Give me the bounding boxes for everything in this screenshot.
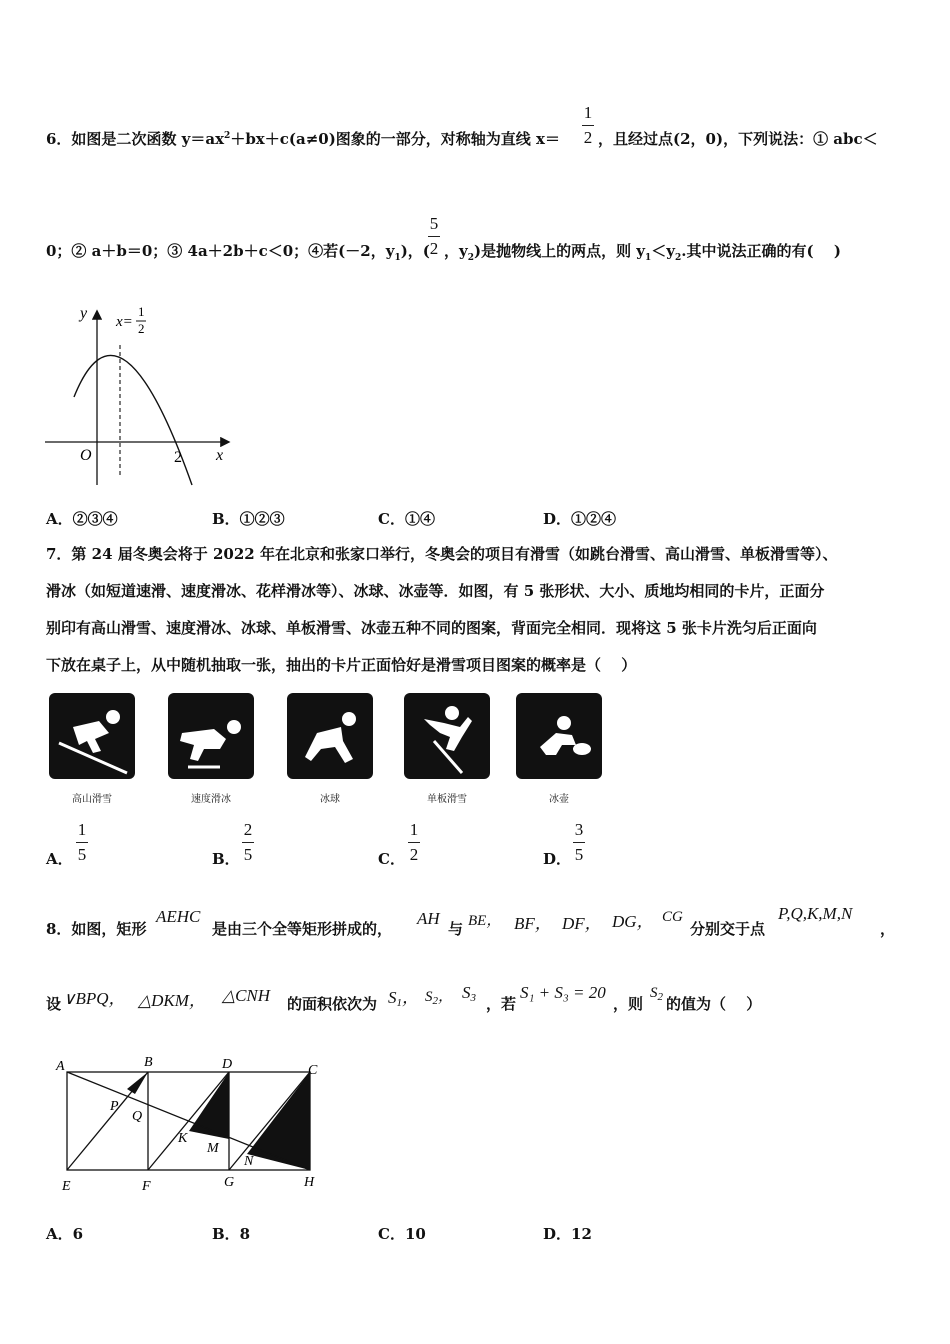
card-label-speed: 速度滑冰 <box>191 794 231 805</box>
label-n: N <box>244 1154 254 1169</box>
q6-text: 0；② a＋b＝0；③ 4a＋2b＋c＜0；④若(－2，y <box>46 242 395 260</box>
q8-ask: 的值为（ ） <box>666 995 762 1013</box>
label-c: C <box>308 1063 318 1078</box>
y-label: y <box>80 305 88 322</box>
q8-then: ，则 <box>613 995 644 1013</box>
alpine-skiing-icon <box>49 693 135 779</box>
s-label: S <box>650 985 658 1001</box>
q7-line-4: 下放在桌子上，从中随机抽取一张，抽出的卡片正面恰好是滑雪项目图案的概率是（ ） <box>46 656 637 674</box>
ice-hockey-icon <box>287 693 373 779</box>
q8-s3 <box>462 983 476 1004</box>
q7-option-d-fraction <box>573 820 585 865</box>
q6-sub: 2 <box>467 253 474 263</box>
q6-line1-tail <box>598 128 878 149</box>
q6-sub: 2 <box>675 253 682 263</box>
s-index: 2 <box>657 991 663 1003</box>
card-label-alpine: 高山滑雪 <box>72 794 112 805</box>
option-label: B． <box>212 850 240 868</box>
q7-option-a-fraction <box>76 820 88 865</box>
frac-den: 5 <box>77 845 87 864</box>
seg-label: DG <box>612 912 637 931</box>
axis-eq-label: x= <box>116 314 133 330</box>
q8-tri-bpq: ∨BPQ， <box>63 989 126 1008</box>
q6-parabola-graph <box>40 300 240 490</box>
frac-den: 5 <box>243 845 253 864</box>
label-h: H <box>304 1175 315 1190</box>
q8-intersect: 分别交于点 <box>690 920 766 938</box>
frac-num: 5 <box>429 214 439 233</box>
s-label: S <box>462 983 471 1002</box>
q8-tri-dkm: △DKM， <box>138 991 206 1010</box>
label-e: E <box>62 1179 71 1194</box>
s-label: S <box>388 988 397 1007</box>
frac-num: 3 <box>574 820 584 839</box>
q8-option-d[interactable]: D．12 <box>543 1225 592 1243</box>
label-p: P <box>110 1099 119 1114</box>
q8-rectangle-figure <box>50 1052 340 1200</box>
q6-text: )，( <box>400 242 430 260</box>
q8-if: ，若 <box>486 995 517 1013</box>
q8-seg-cg: CG <box>662 909 683 925</box>
q6-sup: 2 <box>224 131 231 141</box>
q8-tri-cnh: △CNH <box>222 986 271 1005</box>
q6-sub: 1 <box>394 253 401 263</box>
tri-label: △DKM <box>138 991 189 1010</box>
label-k: K <box>178 1131 188 1146</box>
q6-text: ，y <box>444 242 468 260</box>
q8-s2-ask <box>650 985 663 1003</box>
q7-line-2: 滑冰（如短道速滑、速度滑冰、花样滑冰等）、冰球、冰壶等．如图，有 5 张形状、大小、质地均相同的卡片，正面分 <box>46 582 825 600</box>
frac-den: 2 <box>409 845 419 864</box>
frac-num: 1 <box>583 103 593 122</box>
axis-eq-den: 2 <box>138 321 145 336</box>
frac-num: 1 <box>409 820 419 839</box>
q6-option-a[interactable]: A．②③④ <box>46 510 118 528</box>
q7-option-a[interactable] <box>46 848 73 869</box>
q8-areas: 的面积依次为 <box>287 995 378 1013</box>
q7-option-c-fraction <box>408 820 420 865</box>
seg-label: DF <box>562 914 585 933</box>
root-label: 2 <box>174 449 182 466</box>
q8-seg-bf: BF， <box>514 914 552 933</box>
q6-option-b[interactable]: B．①②③ <box>212 510 285 528</box>
q6-text: )是抛物线上的两点，则 y <box>473 242 646 260</box>
label-b: B <box>144 1055 153 1070</box>
frac-den: 2 <box>429 239 439 258</box>
q7-option-c[interactable] <box>378 848 405 869</box>
q6-option-c[interactable]: C．①④ <box>378 510 435 528</box>
s-index: 3 <box>470 992 476 1004</box>
q6-text: 6．如图是二次函数 y＝ax <box>46 130 225 148</box>
label-g: G <box>224 1175 235 1190</box>
q6-option-d[interactable]: D．①②④ <box>543 510 617 528</box>
seg-label: BF <box>514 914 535 933</box>
card-curling <box>516 693 602 779</box>
card-speed-skating <box>168 693 254 779</box>
card-ice-hockey <box>287 693 373 779</box>
q6-text: ＜y <box>651 242 676 260</box>
q6-text: ，且经过点(2，0)，下列说法：① abc＜ <box>598 130 878 148</box>
q8-with: 与 <box>448 920 464 938</box>
q6-text: ＋bx＋c(a≠0)图象的一部分，对称轴为直线 x＝ <box>230 130 560 148</box>
q7-line-1: 7．第 24 届冬奥会将于 2022 年在北京和张家口举行，冬奥会的项目有滑雪（如跳台滑雪、高山滑雪、单板滑雪等）、 <box>46 545 838 563</box>
q8-rect-name: AEHC <box>156 907 201 926</box>
card-label-hockey: 冰球 <box>320 794 340 805</box>
curling-icon <box>516 693 602 779</box>
q6-line2-tail <box>444 240 841 263</box>
q8-s2: $S_2$， <box>425 989 454 1007</box>
s-index: 2 <box>432 995 438 1007</box>
triangle-cnh <box>247 1072 310 1170</box>
q8-seg-ah: AH <box>417 909 440 928</box>
card-alpine-skiing <box>49 693 135 779</box>
q7-option-b[interactable] <box>212 848 240 869</box>
q8-option-a[interactable]: A．6 <box>46 1225 84 1243</box>
label-q: Q <box>132 1109 143 1124</box>
q8-line1-start: 8．如图，矩形 <box>46 920 147 938</box>
label-f: F <box>142 1179 151 1194</box>
frac-den: 5 <box>574 845 584 864</box>
q8-comma: ， <box>880 920 896 938</box>
frac-den: 2 <box>583 128 593 147</box>
q7-line-3: 别印有高山滑雪、速度滑冰、冰球、单板滑雪、冰壶五种不同的图案，背面完全相同．现将这 5 张卡片洗匀后正面向 <box>46 619 817 637</box>
q8-option-c[interactable]: C．10 <box>378 1225 426 1243</box>
q6-sub: 1 <box>645 253 652 263</box>
q8-let: 设 <box>46 995 62 1013</box>
card-snowboard <box>404 693 490 779</box>
q7-option-b-fraction <box>242 820 254 865</box>
snowboard-icon <box>404 693 490 779</box>
q8-line1-mid: 是由三个全等矩形拼成的， <box>212 920 393 938</box>
card-label-snowboard: 单板滑雪 <box>427 794 467 805</box>
card-label-curling: 冰壶 <box>549 794 569 805</box>
q8-seg-be: BE， <box>468 913 502 929</box>
tri-label: ∨BPQ <box>63 989 109 1008</box>
option-label: A． <box>46 850 73 868</box>
q8-s1: $S_1$， <box>388 988 419 1009</box>
q7-option-d[interactable] <box>543 848 571 869</box>
q6-point-fraction <box>428 214 440 259</box>
label-m: M <box>207 1141 219 1156</box>
label-a: A <box>56 1059 65 1074</box>
q6-line2 <box>46 240 430 263</box>
s-index: 1 <box>396 997 402 1009</box>
frac-num: 2 <box>243 820 253 839</box>
option-label: C． <box>378 850 405 868</box>
q8-option-b[interactable]: B．8 <box>212 1225 251 1243</box>
speed-skating-icon <box>168 693 254 779</box>
q6-text: .其中说法正确的有( ) <box>681 242 841 260</box>
seg-label: BE <box>468 913 487 929</box>
q8-points: P,Q,K,M,N <box>778 904 853 923</box>
frac-num: 1 <box>77 820 87 839</box>
x-label: x <box>216 447 224 464</box>
origin-label: O <box>80 447 92 464</box>
q8-seg-dg: DG， <box>612 912 654 931</box>
label-d: D <box>222 1057 233 1072</box>
s-label: S <box>425 989 433 1005</box>
q8-condition: S₁ + S₃ = 20 <box>520 983 606 1002</box>
q6-line1 <box>46 128 560 149</box>
q8-seg-df: DF， <box>562 914 602 933</box>
q6-axis-fraction <box>582 103 594 148</box>
axis-eq-num: 1 <box>138 304 145 319</box>
option-label: D． <box>543 850 572 868</box>
